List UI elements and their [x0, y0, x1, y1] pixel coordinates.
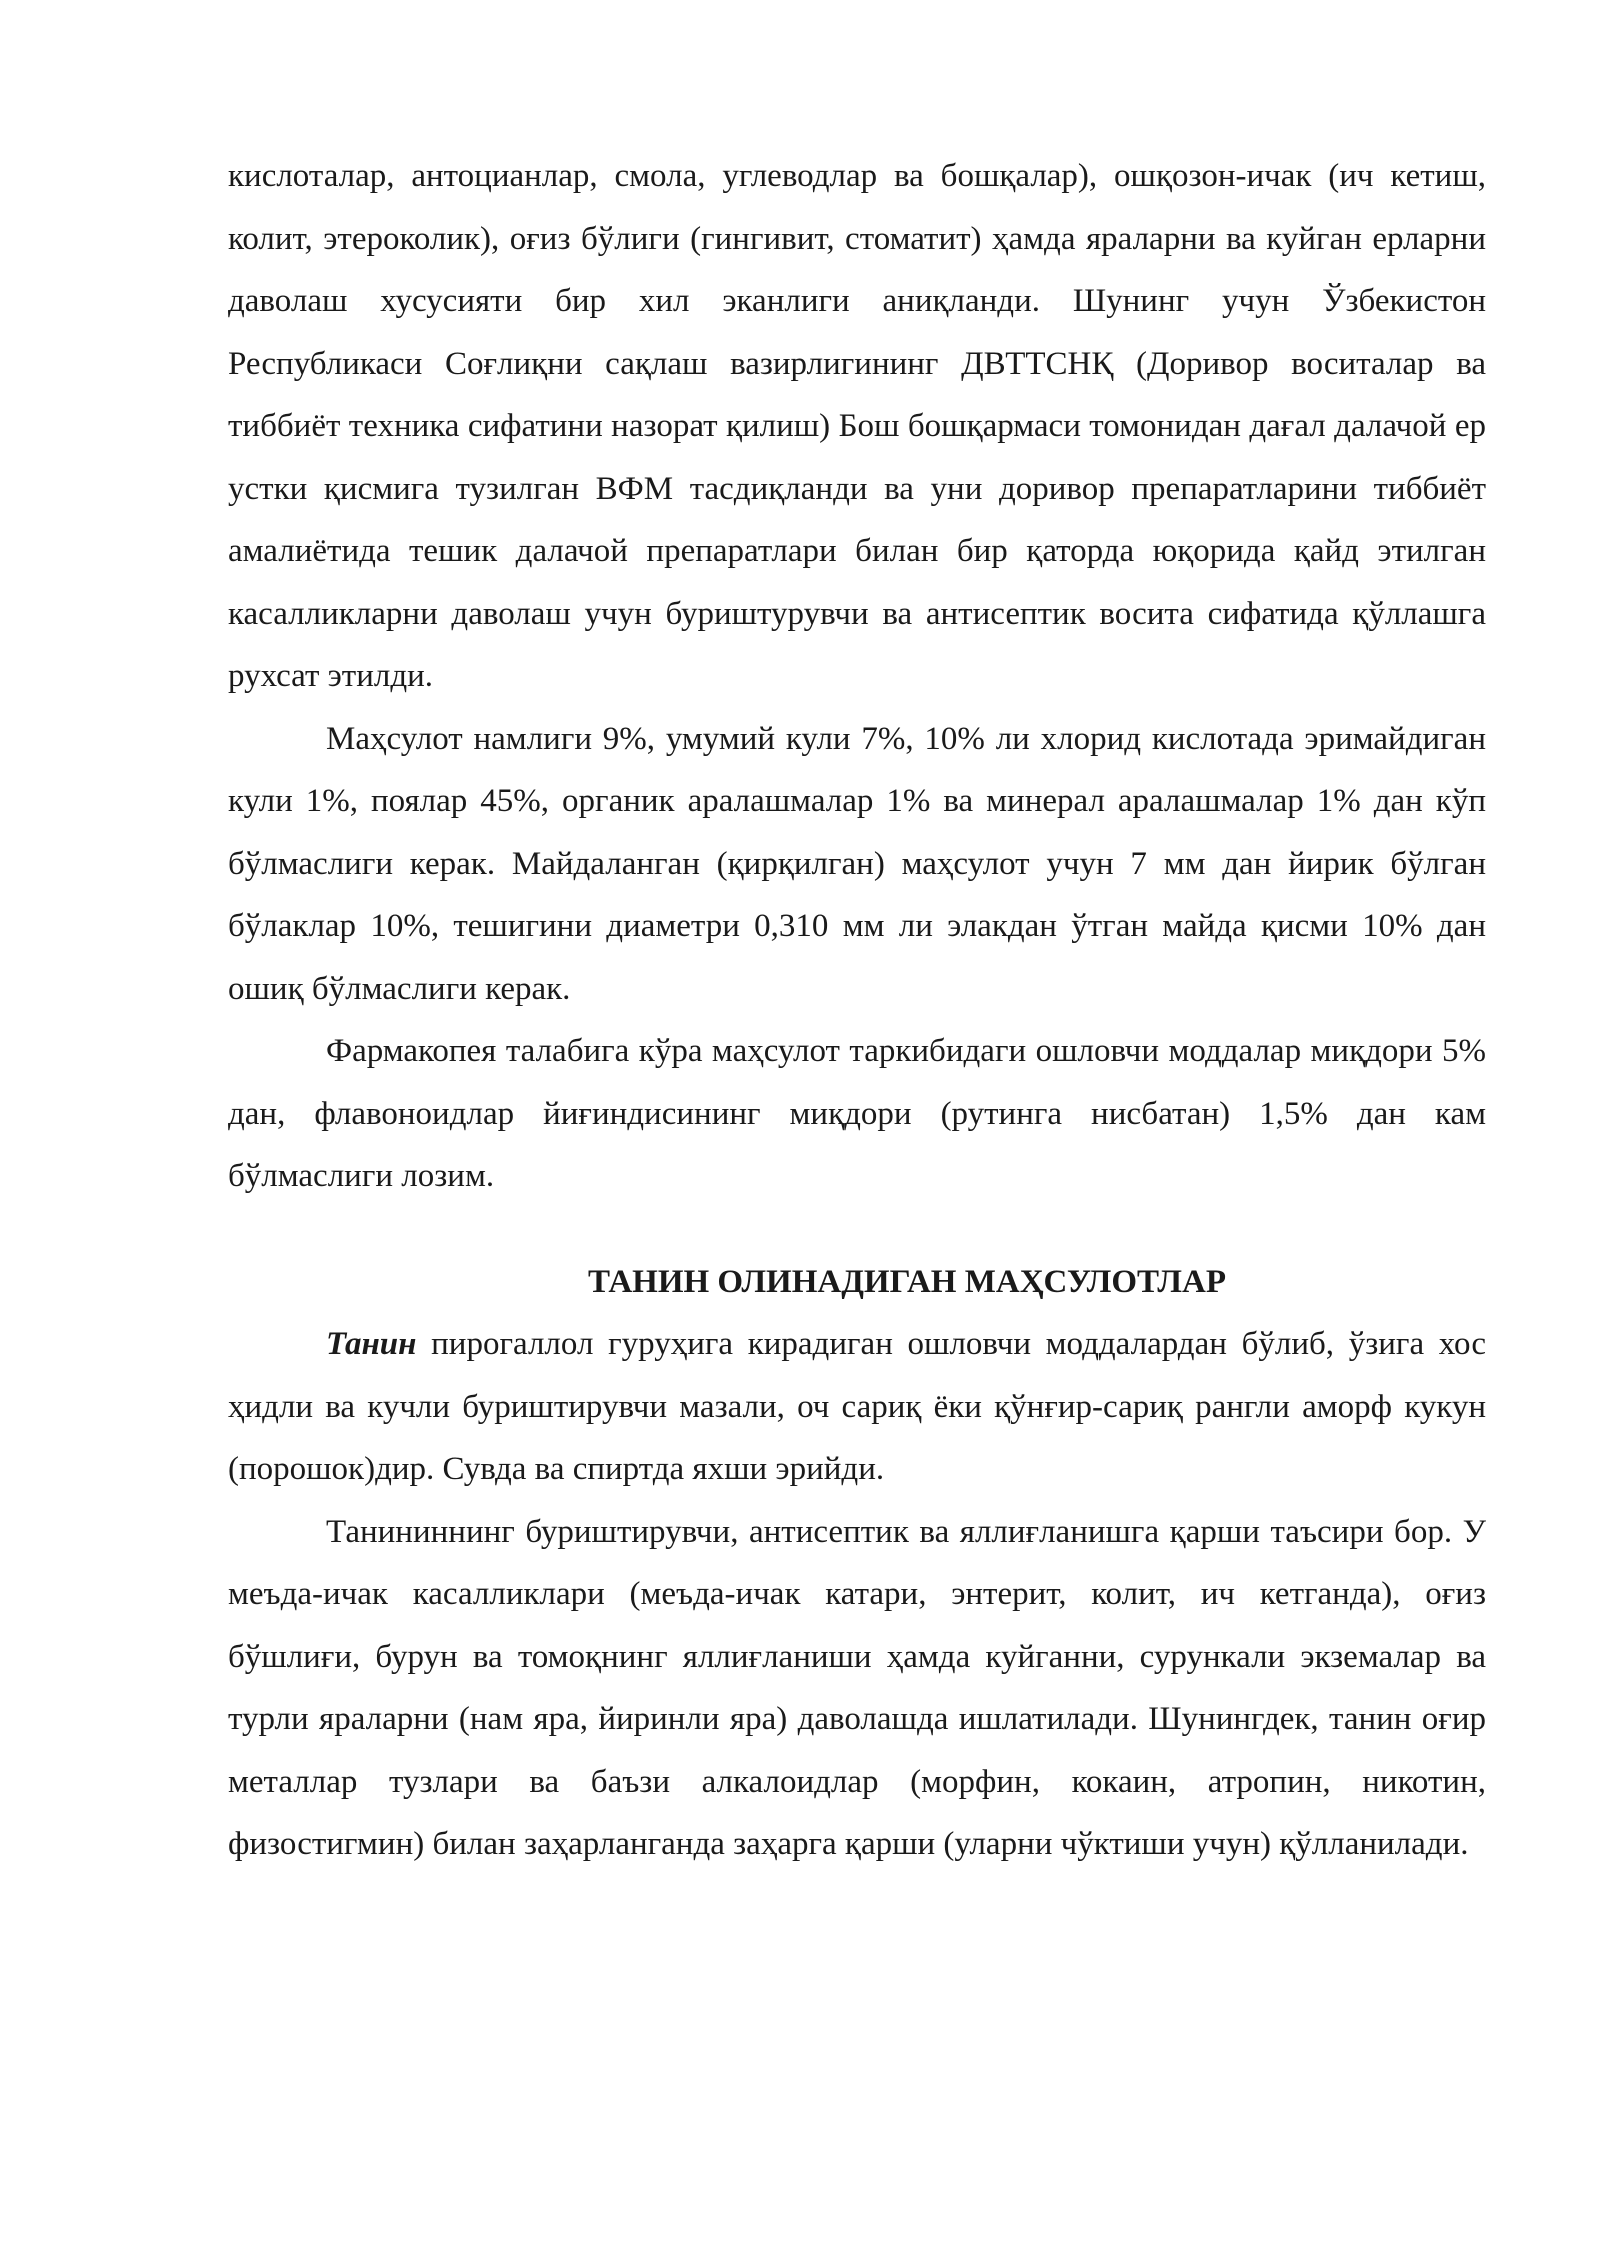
paragraph-tanin-definition — [228, 1313, 1486, 1501]
paragraph-quality-norms: Маҳсулот намлиги 9%, умумий кули 7%, 10% ли хлорид кислотада эримайдиган кули 1%, поялар 45%, органик аралашмалар 1% ва минерал аралашмалар 1% дан кўп бўлмаслиги керак. Майдаланган (қирқилган) маҳсулот учун 7 мм дан йирик бўлган бўлаклар 10%, тешигини диаметри 0,310 мм ли элакдан ўтган майда қисми 10% дан ошиқ бўлмаслиги керак. — [228, 720, 1486, 1007]
paragraph-pharmacopoeia: Фармакопея талабига кўра маҳсулот таркибидаги ошловчи моддалар миқдори 5% дан, флавоноидлар йиғиндисининг миқдори (рутинга нисбатан) 1,5% дан кам бўлмаслиги лозим. — [228, 1033, 1486, 1194]
term-tanin: Танин — [326, 1326, 417, 1362]
tanin-definition-text: пирогаллол гуруҳига кирадиган ошловчи моддалардан бўлиб, ўзига хос ҳидли ва кучли буриштирувчи мазали, оч сариқ ёки қўнғир-сариқ рангли аморф кукун (порошок)дир. Сувда ва спиртда яхши эрийди. — [228, 1326, 1486, 1487]
document-page — [228, 145, 1486, 1876]
paragraph-tanin-effects: Танининнинг буриштирувчи, антисептик ва яллиғланишга қарши таъсири бор. У меъда-ичак касалликлари (меъда-ичак катари, энтерит, колит, ич кетганда), оғиз бўшлиғи, бурун ва томоқнинг яллиғланиши ҳамда куйганни, сурункали экземалар ва турли яраларни (нам яра, йиринли яра) даволашда ишлатилади. Шунингдек, танин оғир металлар тузлари ва баъзи алкалоидлар (морфин, кокаин, атропин, никотин, физостигмин) билан заҳарланганда заҳарга қарши (уларни чўктиши учун) қўлланилади. — [228, 1513, 1486, 1862]
section-heading: ТАНИН ОЛИНАДИГАН МАҲСУЛОТЛАР — [587, 1263, 1227, 1300]
paragraph-medical-uses: кислоталар, антоцианлар, смола, углеводлар ва бошқалар), ошқозон-ичак (ич кетиш, колит, этероколик), оғиз бўлиги (гингивит, стоматит) ҳамда яраларни ва куйган ерларни даволаш хусусияти бир хил эканлиги аниқланди. Шунинг учун Ўзбекистон Республикаси Соғлиқни сақлаш вазирлигининг ДВТТСНҚ (Доривор воситалар ва тиббиёт техника сифатини назорат қилиш) Бош бошқармаси томонидан дағал далачой ер устки қисмига тузилган ВФМ тасдиқланди ва уни доривор препаратларини тиббиёт амалиётида тешик далачой препаратлари билан бир қаторда юқорида қайд этилган касалликларни даволаш учун буриштурувчи ва антисептик восита сифатида қўллашга рухсат этилди. — [228, 158, 1486, 694]
